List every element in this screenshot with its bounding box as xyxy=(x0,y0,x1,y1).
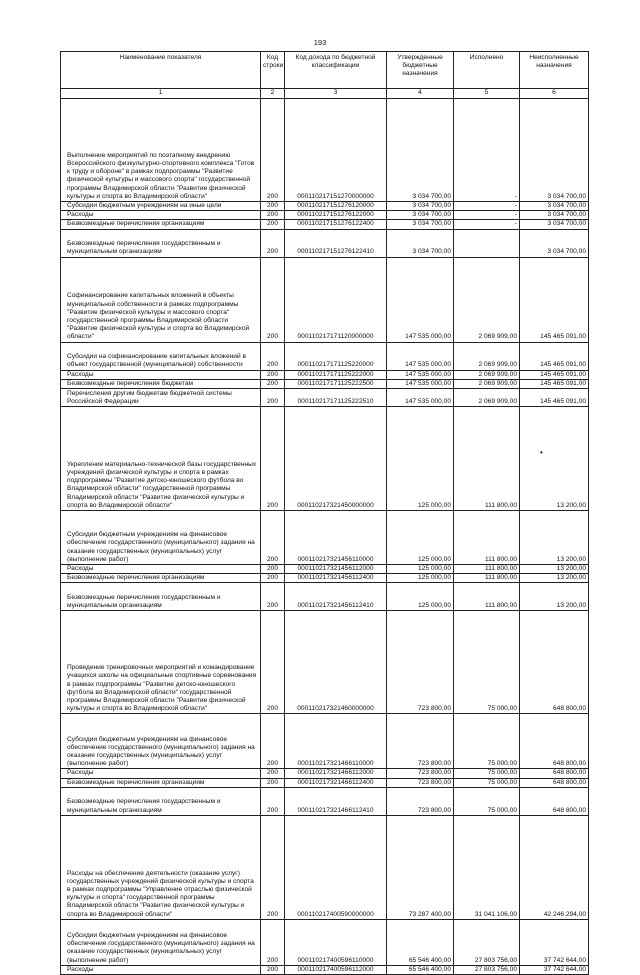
cell-name: Безвозмездные перечисления бюджетам xyxy=(61,379,261,388)
cell-executed: 111 800,00 xyxy=(454,583,520,611)
cell-name: Расходы xyxy=(61,565,261,574)
cell-remaining: 3 034 700,00 xyxy=(520,220,589,229)
cell-kbk: 000110217321456112410 xyxy=(285,583,387,611)
cell-code: 200 xyxy=(261,511,285,565)
cell-remaining: 145 465 091,00 xyxy=(520,379,589,388)
cell-executed: 75 000,00 xyxy=(454,769,520,778)
header-executed: Исполнено xyxy=(454,52,520,89)
cell-code: 200 xyxy=(261,787,285,815)
cell-kbk: 000110217321466112400 xyxy=(285,778,387,787)
cell-code: 200 xyxy=(261,769,285,778)
cell-approved: 723 800,00 xyxy=(387,611,454,714)
cell-code: 200 xyxy=(261,229,285,257)
cell-executed: 75 000,00 xyxy=(454,778,520,787)
cell-kbk: 000110217400596112000 xyxy=(285,965,387,974)
header-approved: Утвержденные бюджетные назначения xyxy=(387,52,454,89)
cell-code: 200 xyxy=(261,778,285,787)
cell-code: 200 xyxy=(261,407,285,511)
cell-kbk: 000110217321466110000 xyxy=(285,714,387,769)
cell-kbk: 000110217171125220000 xyxy=(285,342,387,370)
cell-executed: 2 069 909,00 xyxy=(454,389,520,407)
cell-approved: 723 800,00 xyxy=(387,778,454,787)
table-row xyxy=(61,611,589,714)
column-number: 5 xyxy=(454,89,520,99)
cell-code: 200 xyxy=(261,99,285,202)
table-row xyxy=(61,778,589,787)
header-income-code: Код дохода по бюджетной классификации xyxy=(285,52,387,89)
cell-code: 200 xyxy=(261,379,285,388)
cell-executed: 2 069 909,00 xyxy=(454,379,520,388)
cell-name: Безвозмездные перечисления организациям xyxy=(61,220,261,229)
cell-approved: 3 034 700,00 xyxy=(387,99,454,202)
cell-name: Выполнение мероприятий по поэтапному внедрению Всероссийского физкультурно-спортивного комплекса "Готов к труду и обороне" в рамках подпрограммы "Развитие физической культуры и массового спорта" государственной программы Владимирской области "Развитие физической культуры и спорта во Владимирской области" xyxy=(61,99,261,202)
cell-executed: 75 000,00 xyxy=(454,787,520,815)
header-indicator-name: Наименование показателя xyxy=(61,52,261,89)
table-row xyxy=(61,370,589,379)
cell-executed: 111 800,00 xyxy=(454,565,520,574)
cell-kbk: 000110217321450000000 xyxy=(285,407,387,511)
table-row xyxy=(61,511,589,565)
cell-kbk: 000110217321456110000 xyxy=(285,511,387,565)
header-line-code: Код строки xyxy=(261,52,285,89)
page-number: 193 xyxy=(313,38,327,47)
cell-remaining: 145 465 091,00 xyxy=(520,389,589,407)
cell-name: Безвозмездные перечисления государственным и муниципальным организациям xyxy=(61,787,261,815)
cell-remaining: 13 200,00 xyxy=(520,565,589,574)
cell-executed: 27 803 756,00 xyxy=(454,919,520,965)
cell-approved: 723 800,00 xyxy=(387,714,454,769)
column-number: 6 xyxy=(520,89,589,99)
cell-approved: 147 535 000,00 xyxy=(387,370,454,379)
cell-kbk: 000110217321456112400 xyxy=(285,574,387,583)
cell-name: Субсидии бюджетным учреждениям на иные цели xyxy=(61,202,261,211)
cell-approved: 3 034 700,00 xyxy=(387,202,454,211)
cell-executed: 75 000,00 xyxy=(454,714,520,769)
cell-executed: - xyxy=(454,220,520,229)
table-row xyxy=(61,714,589,769)
cell-kbk: 000110217151276120000 xyxy=(285,202,387,211)
cell-executed: - xyxy=(454,202,520,211)
cell-remaining: 13 200,00 xyxy=(520,407,589,511)
cell-kbk: 000110217151276122000 xyxy=(285,211,387,220)
cell-code: 200 xyxy=(261,211,285,220)
cell-remaining: 42 246 294,00 xyxy=(520,815,589,919)
cell-code: 200 xyxy=(261,565,285,574)
cell-remaining: 13 200,00 xyxy=(520,574,589,583)
table-row xyxy=(61,787,589,815)
cell-code: 200 xyxy=(261,965,285,974)
table-row xyxy=(61,229,589,257)
cell-remaining: 648 800,00 xyxy=(520,714,589,769)
cell-code: 200 xyxy=(261,370,285,379)
cell-approved: 125 000,00 xyxy=(387,565,454,574)
table-row xyxy=(61,211,589,220)
cell-executed: 27 803 756,00 xyxy=(454,965,520,974)
cell-name: Субсидии бюджетным учреждениям на финансовое обеспечение государственного (муниципального) задания на оказание государственных (муниципальных) услуг (выполнение работ) xyxy=(61,714,261,769)
table-row xyxy=(61,202,589,211)
cell-kbk: 000110217151276122400 xyxy=(285,220,387,229)
cell-executed: 2 069 909,00 xyxy=(454,257,520,342)
cell-remaining: 37 742 644,00 xyxy=(520,965,589,974)
cell-code: 200 xyxy=(261,202,285,211)
cell-kbk: 000110217171120000000 xyxy=(285,257,387,342)
cell-approved: 65 546 400,00 xyxy=(387,965,454,974)
cell-remaining: 648 800,00 xyxy=(520,787,589,815)
cell-code: 200 xyxy=(261,342,285,370)
cell-name: Расходы на обеспечение деятельности (оказание услуг) государственных учреждений физической культуры и спорта в рамках подпрограммы "Управление отраслью физической культуры и спорта" государственной программы Владимирской области "Развитие физической культуры и спорта во Владимирской области" xyxy=(61,815,261,919)
cell-executed xyxy=(454,229,520,257)
table-header-row xyxy=(61,52,589,89)
cell-approved: 73 287 400,00 xyxy=(387,815,454,919)
cell-remaining: 3 034 700,00 xyxy=(520,211,589,220)
cell-kbk: 000110217321466112000 xyxy=(285,769,387,778)
cell-name: Безвозмездные перечисления государственным и муниципальным организациям xyxy=(61,583,261,611)
cell-code: 200 xyxy=(261,389,285,407)
cell-name: Субсидии бюджетным учреждениям на финансовое обеспечение государственного (муниципального) задания на оказание государственных (муниципальных) услуг (выполнение работ) xyxy=(61,511,261,565)
cell-approved: 3 034 700,00 xyxy=(387,211,454,220)
cell-executed: 2 069 909,00 xyxy=(454,342,520,370)
table-row xyxy=(61,379,589,388)
cell-executed: 31 041 106,00 xyxy=(454,815,520,919)
cell-kbk: 000110217171125222000 xyxy=(285,370,387,379)
column-number: 3 xyxy=(285,89,387,99)
cell-name: Безвозмездные перечисления организациям xyxy=(61,574,261,583)
cell-remaining: 145 465 091,00 xyxy=(520,257,589,342)
cell-approved: 65 546 400,00 xyxy=(387,919,454,965)
cell-approved: 125 000,00 xyxy=(387,574,454,583)
cell-remaining: 3 034 700,00 xyxy=(520,229,589,257)
cell-approved: 3 034 700,00 xyxy=(387,220,454,229)
cell-executed: - xyxy=(454,99,520,202)
table-row xyxy=(61,769,589,778)
cell-remaining: 648 800,00 xyxy=(520,769,589,778)
cell-remaining: 145 465 091,00 xyxy=(520,342,589,370)
cell-name: Безвозмездные перечисления организациям xyxy=(61,778,261,787)
header-remaining: Неисполненные назначения xyxy=(520,52,589,89)
table-row xyxy=(61,574,589,583)
cell-executed: 111 800,00 xyxy=(454,407,520,511)
cell-kbk: 000110217400596110000 xyxy=(285,919,387,965)
cell-name: Субсидии бюджетным учреждениям на финансовое обеспечение государственного (муниципального) задания на оказание государственных (муниципальных) услуг (выполнение работ) xyxy=(61,919,261,965)
cell-code: 200 xyxy=(261,611,285,714)
cell-code: 200 xyxy=(261,220,285,229)
cell-approved: 125 000,00 xyxy=(387,511,454,565)
cell-name: Софинансирование капитальных вложений в объекты муниципальной собственности в рамках подпрограммы "Развитие физической культуры и массового спорта" государственной программы Владимирской области "Развитие физической культуры и спорта во Владимирской области" xyxy=(61,257,261,342)
table-row xyxy=(61,257,589,342)
cell-approved: 125 000,00 xyxy=(387,583,454,611)
cell-approved: 147 535 000,00 xyxy=(387,342,454,370)
cell-approved: 125 000,00 xyxy=(387,407,454,511)
column-number: 4 xyxy=(387,89,454,99)
cell-executed: - xyxy=(454,211,520,220)
cell-remaining: 648 800,00 xyxy=(520,778,589,787)
cell-remaining: 13 200,00 xyxy=(520,511,589,565)
cell-name: Перечисления другим бюджетам бюджетной системы Российской Федерации xyxy=(61,389,261,407)
cell-name: Субсидии на софинансирование капитальных вложений в объект государственной (муниципальной) собственности xyxy=(61,342,261,370)
table-row xyxy=(61,220,589,229)
column-numbers-row xyxy=(61,89,589,99)
cell-executed: 2 069 909,00 xyxy=(454,370,520,379)
cell-code: 200 xyxy=(261,815,285,919)
cell-name: Расходы xyxy=(61,769,261,778)
cell-kbk: 000110217321460000000 xyxy=(285,611,387,714)
cell-remaining: 145 465 091,00 xyxy=(520,370,589,379)
table-row xyxy=(61,565,589,574)
table-row xyxy=(61,815,589,919)
table-row xyxy=(61,389,589,407)
table-row xyxy=(61,919,589,965)
cell-kbk: 000110217321466112410 xyxy=(285,787,387,815)
table-row xyxy=(61,965,589,974)
cell-name: Безвозмездные перечисления государственным и муниципальным организациям xyxy=(61,229,261,257)
cell-approved: 723 800,00 xyxy=(387,787,454,815)
cell-approved: 3 034 700,00 xyxy=(387,229,454,257)
cell-name: Укрепление материально-технической базы государственных учреждений физической культуры и спорта в рамках подпрограммы "Развитие детско-юношеского футбола во Владимирской области" государственной программы Владимирской области "Развитие физической культуры и спорта во Владимирской области" xyxy=(61,407,261,511)
budget-execution-table xyxy=(60,51,589,975)
cell-code: 200 xyxy=(261,583,285,611)
cell-kbk: 000110217151270000000 xyxy=(285,99,387,202)
cell-kbk: 000110217400590000000 xyxy=(285,815,387,919)
column-number: 1 xyxy=(61,89,261,99)
cell-name: Расходы xyxy=(61,965,261,974)
table-row xyxy=(61,342,589,370)
cell-remaining: 648 800,00 xyxy=(520,611,589,714)
cell-kbk: 000110217151276122410 xyxy=(285,229,387,257)
cell-kbk: 000110217171125222500 xyxy=(285,379,387,388)
cell-approved: 723 800,00 xyxy=(387,769,454,778)
stray-mark: • xyxy=(540,448,543,457)
cell-code: 200 xyxy=(261,919,285,965)
cell-name: Расходы xyxy=(61,370,261,379)
cell-name: Проведение тренировочных мероприятий и командирование учащихся школы на официальные спортивные соревнования в рамках подпрограммы "Развитие детско-юношеского футбола во Владимирской области" государственной программы Владимирской области "Развитие физической культуры и спорта во Владимирской области" xyxy=(61,611,261,714)
column-number: 2 xyxy=(261,89,285,99)
cell-remaining: 3 034 700,00 xyxy=(520,202,589,211)
cell-kbk: 000110217321456112000 xyxy=(285,565,387,574)
cell-executed: 111 800,00 xyxy=(454,574,520,583)
cell-approved: 147 535 000,00 xyxy=(387,257,454,342)
cell-executed: 111 800,00 xyxy=(454,511,520,565)
cell-name: Расходы xyxy=(61,211,261,220)
table-row xyxy=(61,99,589,202)
cell-remaining: 37 742 644,00 xyxy=(520,919,589,965)
cell-approved: 147 535 000,00 xyxy=(387,389,454,407)
table-row xyxy=(61,407,589,511)
cell-approved: 147 535 000,00 xyxy=(387,379,454,388)
table-row xyxy=(61,583,589,611)
cell-kbk: 000110217171125222510 xyxy=(285,389,387,407)
cell-executed: 75 000,00 xyxy=(454,611,520,714)
cell-code: 200 xyxy=(261,714,285,769)
cell-code: 200 xyxy=(261,574,285,583)
cell-code: 200 xyxy=(261,257,285,342)
cell-remaining: 13 200,00 xyxy=(520,583,589,611)
cell-remaining: 3 034 700,00 xyxy=(520,99,589,202)
